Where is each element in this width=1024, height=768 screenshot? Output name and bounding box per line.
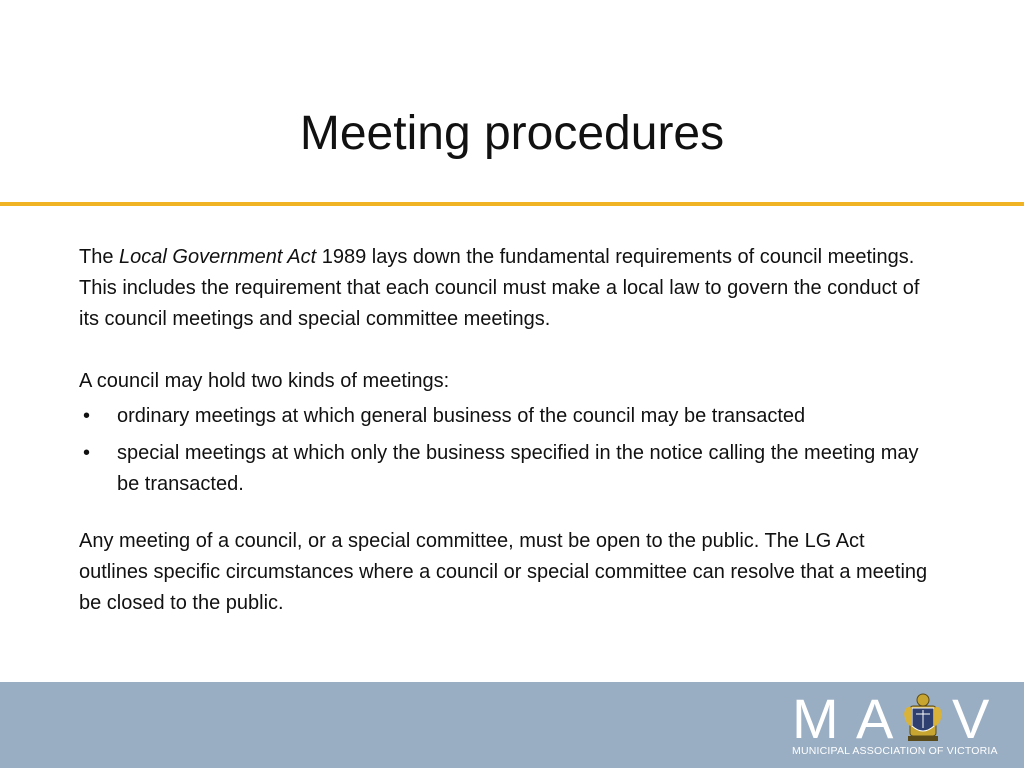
- logo-subtitle: MUNICIPAL ASSOCIATION OF VICTORIA: [792, 745, 998, 757]
- list-item-text: ordinary meetings at which general business of the council may be transacted: [117, 405, 806, 427]
- slide-body: [79, 242, 939, 619]
- slide-title: Meeting procedures: [299, 107, 725, 160]
- meeting-kinds-list: [79, 401, 939, 500]
- bullet-marker: •: [83, 442, 91, 464]
- mav-logo: [792, 690, 1014, 764]
- bullet-marker: •: [83, 405, 91, 427]
- logo-letter-a: A: [856, 690, 894, 742]
- list-item-text: special meetings at which only the business specified in the notice calling the meeting may be transacted.: [117, 442, 919, 495]
- list-item: [79, 401, 939, 432]
- open-meetings-paragraph: Any meeting of a council, or a special committee, must be open to the public. The LG Act outlines specific circumstances where a council or special committee can resolve that a meeting be closed to the public.: [79, 530, 928, 614]
- footer-band: [0, 682, 1024, 768]
- act-name: Local Government Act: [119, 246, 317, 268]
- coat-of-arms-icon: [904, 694, 942, 741]
- intro-suffix: 1989 lays down the fundamental requirements of council meetings. This includes the requirement that each council must make a local law to govern the conduct of its council meetings and special committee meetings.: [79, 246, 920, 330]
- title-divider: [0, 202, 1024, 206]
- list-item: [79, 438, 939, 500]
- mav-logo-letters: [792, 690, 1014, 742]
- intro-paragraph: [79, 242, 939, 335]
- meeting-kinds-intro: A council may hold two kinds of meetings:: [79, 370, 450, 392]
- logo-letter-m: M: [792, 690, 839, 742]
- intro-prefix: The: [79, 246, 120, 268]
- logo-letter-v: V: [952, 690, 990, 742]
